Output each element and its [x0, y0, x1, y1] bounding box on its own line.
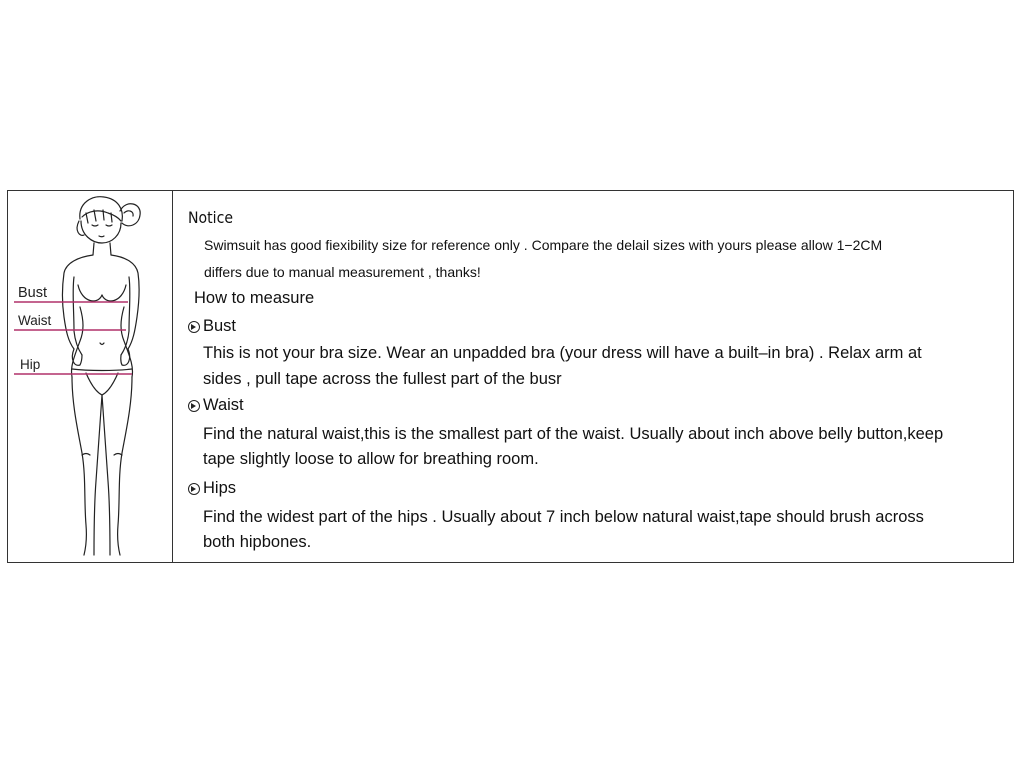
body-figure-panel — [8, 191, 172, 562]
hip-label: Hip — [20, 357, 41, 372]
bust-heading — [188, 317, 236, 336]
body-figure-illustration — [8, 191, 172, 563]
circle-arrow-icon — [188, 483, 200, 495]
waist-heading — [188, 396, 244, 415]
hips-heading — [188, 479, 236, 498]
hips-heading-label: Hips — [203, 479, 237, 497]
hips-text-line-1: Find the widest part of the hips . Usually about 7 inch below natural waist,tape should brush across — [203, 508, 924, 526]
waist-heading-label: Waist — [203, 396, 244, 414]
waist-label: Waist — [18, 313, 52, 328]
bust-heading-label: Bust — [203, 317, 237, 335]
waist-text-line-1: Find the natural waist,this is the smallest part of the waist. Usually about inch above belly button,keep — [203, 425, 944, 443]
bust-text-line-1: This is not your bra size. Wear an unpadded bra (your dress will have a built–in bra) . Relax arm at — [203, 344, 922, 362]
circle-arrow-icon — [188, 400, 200, 412]
instructions-panel — [174, 191, 1013, 562]
column-divider — [172, 191, 173, 562]
hips-text-line-2: both hipbones. — [203, 533, 312, 551]
bust-label: Bust — [18, 285, 48, 301]
how-to-measure-title: How to measure — [194, 289, 315, 307]
bust-text-line-2: sides , pull tape across the fullest part of the busr — [203, 370, 562, 388]
notice-title: Notice — [188, 208, 233, 227]
waist-text-line-2: tape slightly loose to allow for breathing room. — [203, 450, 539, 468]
notice-line-1: Swimsuit has good fiexibility size for reference only . Compare the delail sizes with yours please allow 1−2CM — [204, 237, 883, 253]
notice-line-2: differs due to manual measurement , thanks! — [204, 264, 481, 280]
size-guide-table — [7, 190, 1014, 563]
circle-arrow-icon — [188, 321, 200, 333]
